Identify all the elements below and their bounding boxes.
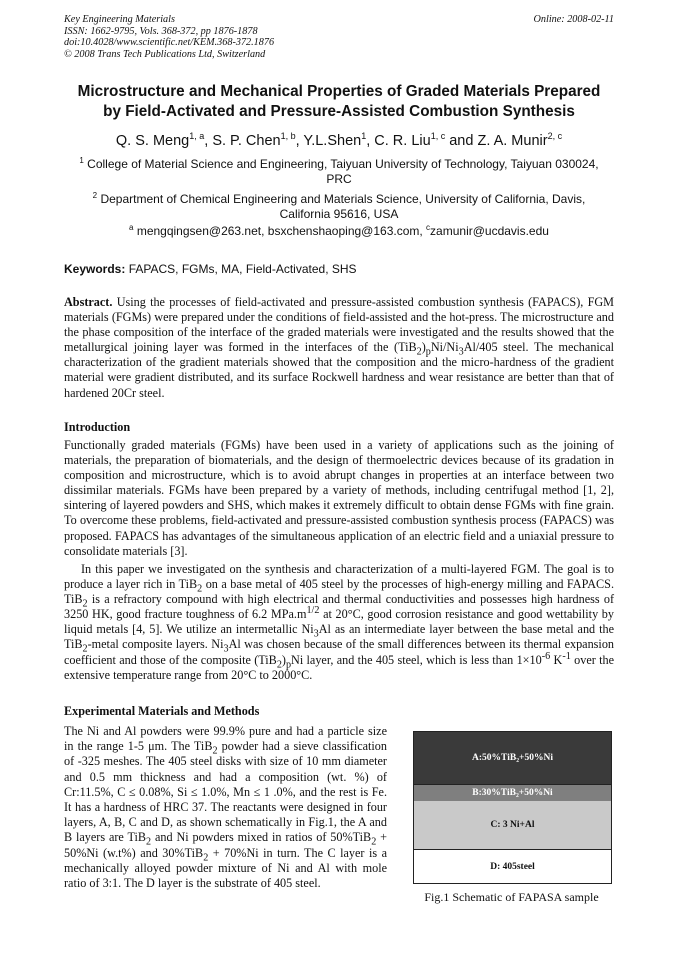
title-line-2: by Field-Activated and Pressure-Assisted Combustion Synthesis xyxy=(103,102,575,120)
superscript: 1/2 xyxy=(306,605,320,617)
author: C. R. Liu xyxy=(374,133,431,149)
layer-a xyxy=(413,731,612,785)
paragraph-text: + 50%Ni (w.t%) and 30%TiB xyxy=(64,830,388,860)
affiliation-number: 1 xyxy=(79,156,84,165)
abstract-text: Ni/Ni xyxy=(430,340,459,355)
abstract xyxy=(64,295,614,401)
affiliation-1 xyxy=(60,157,618,187)
keywords-text: FAPACS, FGMs, MA, Field-Activated, SHS xyxy=(128,262,357,276)
experimental-paragraph xyxy=(64,724,387,891)
online-date: Online: 2008-02-11 xyxy=(533,14,614,25)
abstract-label: Abstract. xyxy=(64,295,113,309)
subscript: 2 xyxy=(82,643,88,655)
subscript: 2 xyxy=(146,836,152,848)
figure-1-schematic xyxy=(413,731,610,884)
journal-header xyxy=(64,14,274,60)
subscript: 2 xyxy=(371,836,377,848)
superscript: -6 xyxy=(541,650,551,662)
affiliation-text: California 95616, USA xyxy=(279,207,399,221)
paragraph-text: powder had a sieve classification of -325 meshes. The 405 steel disks with size of 10 mm diameter and 0.5 mm thickness and had a composition (wt. %) of Cr:11.5%, C ≤ 0.08%, Si ≤ 1.0%, Mn ≤ 1 .0%, and the rest is Fe. It has a hardness of HRC 37. The reactants were designed in four layers, A, B, C and D, as shown schematically in Fig.1, the A and B layers are TiB xyxy=(64,739,387,845)
section-heading-introduction: Introduction xyxy=(64,420,131,434)
layer-d xyxy=(413,849,612,884)
author-separator: , xyxy=(204,133,213,149)
keywords xyxy=(64,262,357,276)
author-separator: and xyxy=(445,133,478,149)
layer-a-label: A:50%TiB₂+50%Ni xyxy=(472,753,553,763)
author-separator: , xyxy=(366,133,375,149)
issn: ISSN: 1662-9795, Vols. 368-372, pp 1876-1878 xyxy=(64,25,258,37)
paragraph-text: over the extensive temperature range from 20°C to 2000°C. xyxy=(64,652,614,682)
subscript: 2 xyxy=(276,659,282,670)
journal-name: Key Engineering Materials xyxy=(64,14,175,25)
paragraph-text: ) xyxy=(281,652,286,667)
subscript: 3 xyxy=(223,643,229,655)
layer-d-label: D: 405steel xyxy=(490,861,535,872)
intro-paragraph-2 xyxy=(64,562,614,683)
copyright: © 2008 Trans Tech Publications Ltd, Switzerland xyxy=(64,48,266,60)
subscript: 2 xyxy=(212,745,218,757)
abstract-text: Using the processes of field-activated and pressure-assisted combustion synthesis (FAPACS), FGM materials (FGMs) were prepared under the conditions of field-assisted and the hot-press. The microstructure and the phase composition of the interface of the graded materials were investigated and the results showed that the metallurgical joining layer was formed in the interfaces of the (TiB xyxy=(64,295,615,355)
affiliation-text: PRC xyxy=(326,172,352,186)
intro-paragraph-1: Functionally graded materials (FGMs) have been used in a variety of applications such as the joining of materials, the preparation of biomaterials, and the design of thermoelectric devices because of its gradation in composition and microstructure, which is to avoid abrupt changes in properties at an interface between two dissimilar materials. FGMs have been prepared by a variety of methods, including centrifugal method [1, 2], sintering of layered powders and SHS, which makes it extremely difficult to obtain dense FGMs with fine grain. To overcome these problems, field-activated and pressure-assisted combustion synthesis process (FAPACS) was proposed. FAPACS has advantages of the simultaneous application of an electric field and a uniaxial pressure to consolidate materials [3]. xyxy=(64,438,614,558)
section-heading-experimental: Experimental Materials and Methods xyxy=(64,704,260,718)
paragraph-text: In this paper we investigated on the synthesis and characterization of a multi-layered FGM. The goal is to produce a layer rich in TiB xyxy=(64,562,614,592)
author-affil: 1 xyxy=(361,131,367,142)
subscript: 2 xyxy=(82,598,88,610)
author-emails xyxy=(60,224,618,239)
author-affil: 1, a xyxy=(189,131,205,142)
paragraph-text: and Ni powders mixed in ratios of 50%TiB xyxy=(151,830,372,845)
subscript: p xyxy=(425,346,431,358)
affiliation-2 xyxy=(60,192,618,222)
author: S. P. Chen xyxy=(212,133,281,149)
paragraph-text: + 70%Ni in turn. The C layer is a mechanically alloyed powder mixture of Ni and Al with mole ratio of 3:1. The D layer is the substrate of 405 steel. xyxy=(64,845,387,891)
email: zamunir@ucdavis.edu xyxy=(430,224,549,238)
paragraph-text: The Ni and Al powders were 99.9% pure and had a particle size in the range 1-5 μm. The TiB xyxy=(64,724,387,754)
layer-b-label: B:30%TiB₂+50%Ni xyxy=(472,788,553,798)
paragraph-text: at 20°C, good corrosion resistance and good wettability by liquid metals [4, 5]. We utilize an intermetallic Ni xyxy=(64,607,614,637)
doi: doi:10.4028/www.scientific.net/KEM.368-372.1876 xyxy=(64,37,275,49)
email-marker: c xyxy=(426,223,431,232)
paragraph-text: K xyxy=(550,652,563,667)
subscript: 3 xyxy=(458,346,464,358)
author-list xyxy=(40,132,638,150)
abstract-text: Al/405 steel. The mechanical characterization of the gradient materials showed that the composition and the micro-hardness of the gradient material were gradient distributed, and its surface Rockwell hardness and wear resistance are better than that of hardened 20Cr steel. xyxy=(64,340,614,400)
affiliation-text: College of Material Science and Engineering, Taiyuan University of Technology, Taiyuan 030024, xyxy=(87,157,599,171)
figure-1-caption: Fig.1 Schematic of FAPASA sample xyxy=(424,890,599,904)
paragraph-text: is a refractory compound with high electrical and thermal conductivities and possesses high hardness of 3250 HK, good fracture toughness of 6.2 MPa.m xyxy=(64,592,614,622)
layer-c xyxy=(413,801,612,849)
author-affil: 2, c xyxy=(547,131,563,142)
affiliation-number: 2 xyxy=(92,191,98,200)
subscript: 2 xyxy=(203,852,209,864)
title-line-1: Microstructure and Mechanical Properties of Graded Materials Prepared xyxy=(77,83,601,100)
subscript: p xyxy=(285,659,292,670)
abstract-text: ) xyxy=(421,340,426,355)
author: Y.L.Shen xyxy=(303,133,362,149)
subscript: 3 xyxy=(313,628,319,640)
superscript: -1 xyxy=(562,650,571,662)
author: Z. A. Munir xyxy=(477,133,548,149)
paragraph-text: Ni layer, and the 405 steel, which is less than 1×10 xyxy=(291,652,542,667)
author: Q. S. Meng xyxy=(115,133,190,149)
author-affil: 1, c xyxy=(430,131,446,142)
author-separator: , xyxy=(295,133,304,149)
paragraph-text: Al as an intermediate layer between the base metal and the TiB xyxy=(64,622,614,652)
layer-b xyxy=(413,785,612,801)
keywords-label: Keywords: xyxy=(64,262,126,276)
email-marker: a xyxy=(129,223,134,232)
author-affil: 1, b xyxy=(280,131,296,142)
subscript: 2 xyxy=(416,346,422,358)
subscript: 2 xyxy=(197,583,203,595)
affiliation-text: Department of Chemical Engineering and Materials Science, University of California, Davis, xyxy=(100,192,586,206)
paragraph-text: -metal composite layers. Ni xyxy=(87,637,224,652)
paper-title xyxy=(50,82,628,121)
paragraph-text: on a base metal of 405 steel by the processes of high-energy milling and FAPACS. TiB xyxy=(64,577,614,607)
layer-c-label: C: 3 Ni+Al xyxy=(490,820,535,830)
paragraph-text: Al was chosen because of the small differences between its thermal expansion coefficient and those of the composite (TiB xyxy=(64,637,615,667)
email-list: mengqingsen@263.net, bsxchenshaoping@163.com, xyxy=(136,224,427,238)
